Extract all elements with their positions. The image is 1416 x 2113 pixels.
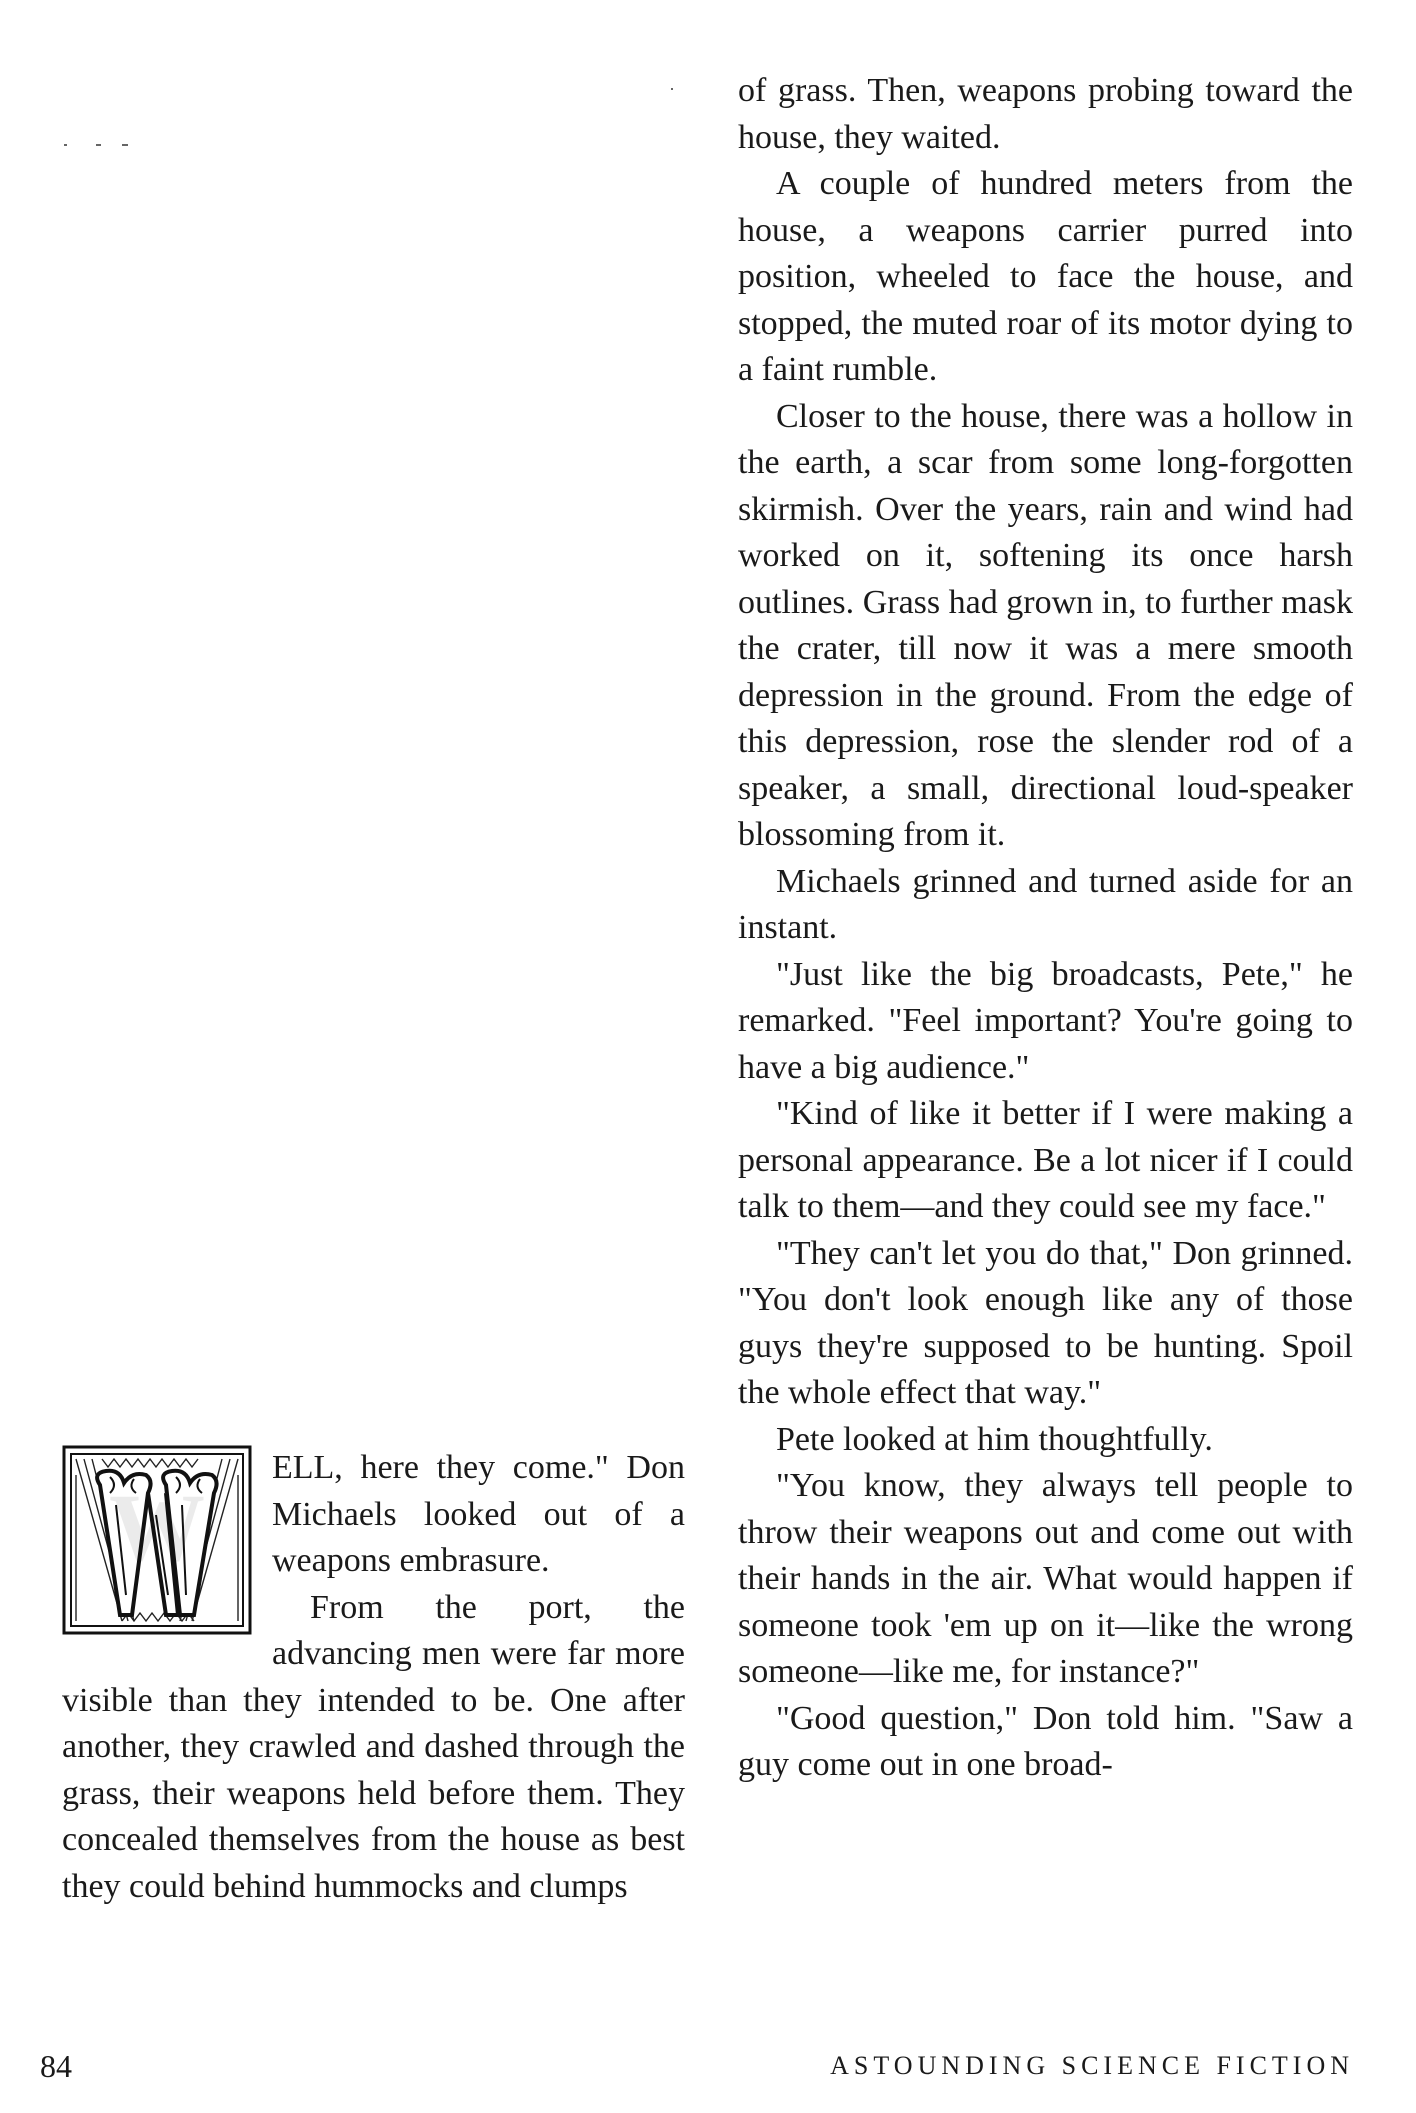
left-column — [62, 1445, 685, 1910]
paper-speck — [122, 144, 128, 146]
paragraph: "Good question," Don told him. "Saw a guy come out in one broad- — [738, 1699, 1353, 1783]
paragraph: A couple of hundred meters from the house, a weapons carrier purred into position, wheeled to face the house, and stopped, the muted roar of its motor dying to a faint rumble. — [738, 165, 1353, 388]
running-head: ASTOUNDING SCIENCE FICTION — [830, 2051, 1354, 2080]
paragraph: Michaels grinned and turned aside for an instant. — [738, 862, 1353, 946]
paragraph: "Just like the big broadcasts, Pete," he remarked. "Feel important? You're going to have a big audience." — [738, 955, 1353, 1086]
paragraph: "You know, they always tell people to throw their weapons out and come out with their hands in the air. What would happen if someone took 'em up on it—like the wrong someone—like me, for instance?" — [738, 1467, 1353, 1690]
paragraph: "They can't let you do that," Don grinned. "You don't look enough like any of those guys they're supposed to be hunting. Spoil the whole effect that way." — [738, 1234, 1353, 1411]
paragraph: "Kind of like it better if I were making a personal appearance. Be a lot nicer if I could talk to them—and they could see my face." — [738, 1095, 1353, 1225]
paper-speck — [671, 88, 673, 90]
paragraph: From the port, the advancing men were far more visible than they intended to be. One after another, they crawled and dashed through the grass, their weapons held before them. They concealed themselves from the house as best they could behind hummocks and clumps — [62, 1588, 685, 1905]
page-number: 84 — [40, 2048, 72, 2084]
paragraph: Pete looked at him thoughtfully. — [776, 1420, 1213, 1458]
svg-text:W: W — [109, 1474, 205, 1581]
dropcap-w-ornament — [62, 1445, 252, 1635]
paragraph: Closer to the house, there was a hollow in the earth, a scar from some long-forgotten skirmish. Over the years, rain and wind had worked on it, softening its once harsh outlines. Grass had grown in, to further mask the crater, till now it was a mere smooth depression in the ground. From the edge of this depression, rose the slender rod of a speaker, a small, directional loud-speaker blossoming from it. — [738, 397, 1353, 853]
right-column — [738, 68, 1353, 1789]
paper-speck — [64, 144, 67, 146]
paper-speck — [96, 144, 101, 146]
continued-paragraph: of grass. Then, weapons probing toward the house, they waited. — [738, 72, 1353, 156]
opening-paragraph: ELL, here they come." Don Michaels looked out of a weapons embrasure. — [272, 1449, 685, 1579]
